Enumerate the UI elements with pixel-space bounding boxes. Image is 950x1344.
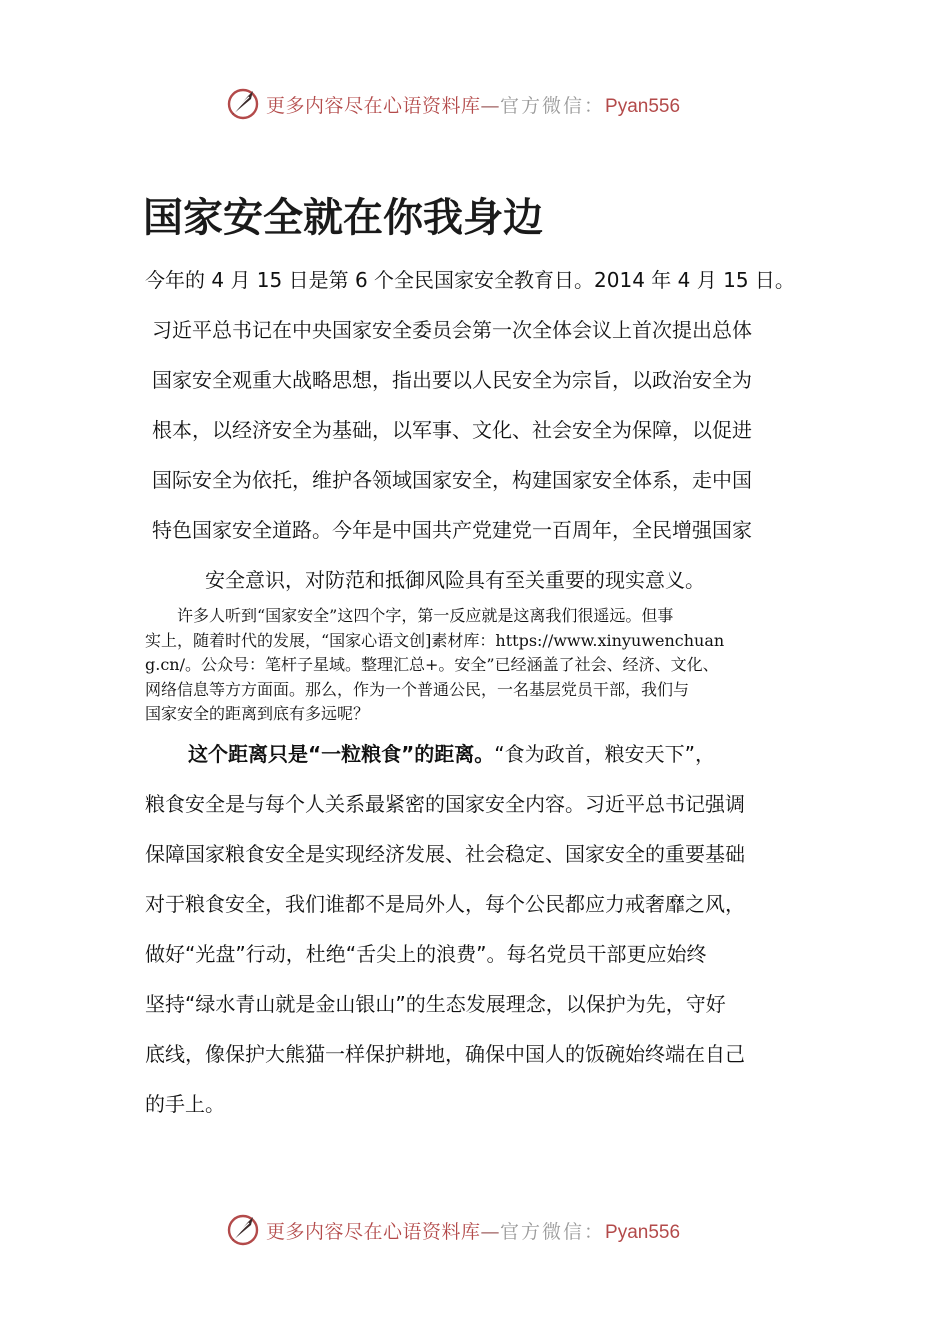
intro-line: 国家安全观重大战略思想，指出要以人民安全为宗旨，以政治安全为 [152, 368, 752, 392]
footer-brand-text: 更多内容尽在心语资料库 [266, 1220, 481, 1243]
body-line: 粮食安全是与每个人关系最紧密的国家安全内容。习近平总书记强调 [145, 792, 745, 816]
footer-brand [226, 1212, 726, 1248]
header-brand-wechat-label: 官方微信： [500, 94, 606, 117]
header-brand-wechat-id: Pyan556 [605, 95, 681, 117]
intro-line: 根本，以经济安全为基础，以军事、文化、社会安全为保障，以促进 [152, 418, 752, 442]
quill-pen-logo-icon [226, 87, 260, 121]
small-line: 许多人听到“国家安全”这四个字，第一反应就是这离我们很遥远。但事 [145, 606, 674, 625]
body-line: 做好“光盘”行动，杜绝“舌尖上的浪费”。每名党员干部更应始终 [145, 942, 707, 966]
section-heading-bold: 这个距离只是“一粒粮食”的距离。 [188, 742, 495, 766]
small-line: g.cn/。公众号：笔杆子星域。整理汇总+。安全”已经涵盖了社会、经济、文化、 [145, 655, 719, 674]
header-brand-text: 更多内容尽在心语资料库 [266, 94, 481, 117]
small-line: 网络信息等方方面面。那么，作为一个普通公民，一名基层党员干部，我们与 [145, 679, 690, 699]
header-brand-separator: — [480, 94, 501, 117]
intro-line: 安全意识，对防范和抵御风险具有至关重要的现实意义。 [205, 568, 705, 592]
body-line: 坚持“绿水青山就是金山银山”的生态发展理念，以保护为先，守好 [145, 992, 726, 1016]
footer-brand-wechat-id: Pyan556 [605, 1221, 681, 1243]
header-brand [226, 86, 726, 122]
intro-line: 今年的 4 月 15 日是第 6 个全民国家安全教育日。2014 年 4 月 15 日。 [145, 268, 795, 292]
section-heading-rest: “食为政首，粮安天下”， [494, 742, 716, 766]
body-line: 的手上。 [145, 1092, 225, 1116]
small-line: 实上，随着时代的发展，“国家心语文创]素材库：https://www.xinyuwenchuan [145, 630, 725, 650]
small-line: 国家安全的距离到底有多远呢？ [145, 704, 370, 723]
body-line: 底线，像保护大熊猫一样保护耕地，确保中国人的饭碗始终端在自己 [145, 1042, 745, 1066]
footer-brand-separator: — [480, 1220, 501, 1243]
intro-line: 特色国家安全道路。今年是中国共产党建党一百周年，全民增强国家 [152, 518, 752, 542]
document-title: 国家安全就在你我身边 [143, 195, 543, 241]
body-line: 对于粮食安全，我们谁都不是局外人，每个公民都应力戒奢靡之风， [145, 892, 745, 916]
intro-line: 国际安全为依托，维护各领域国家安全，构建国家安全体系，走中国 [152, 468, 752, 492]
small-paragraph [145, 604, 820, 727]
footer-brand-wechat-label: 官方微信： [500, 1220, 606, 1243]
section-heading [188, 740, 715, 768]
body-line: 保障国家粮食安全是实现经济发展、社会稳定、国家安全的重要基础 [145, 842, 745, 866]
intro-line: 习近平总书记在中央国家安全委员会第一次全体会议上首次提出总体 [152, 318, 752, 342]
quill-pen-logo-icon [226, 1213, 260, 1247]
